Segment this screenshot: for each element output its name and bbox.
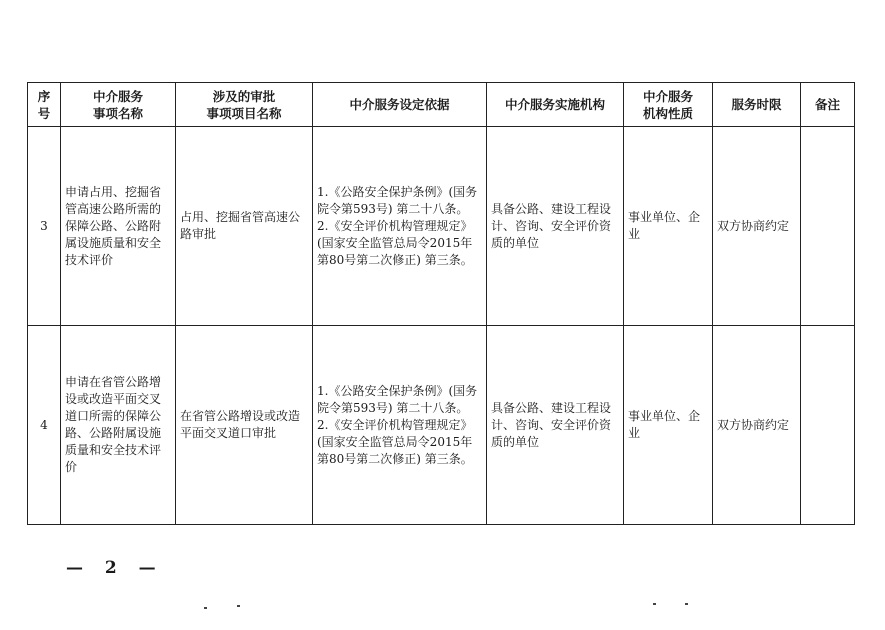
table-row <box>28 127 855 326</box>
cell-institution: 具备公路、建设工程设计、咨询、安全评价资质的单位 <box>487 326 624 525</box>
scan-speck <box>237 605 240 607</box>
cell-institution: 具备公路、建设工程设计、咨询、安全评价资质的单位 <box>487 127 624 326</box>
cell-approval-item: 在省管公路增设或改造平面交叉道口审批 <box>176 326 313 525</box>
cell-basis: 1.《公路安全保护条例》(国务院令第593号) 第二十八条。 2.《安全评价机构管理规定》(国家安全监管总局令2015年第80号第二次修正) 第三条。 <box>313 326 487 525</box>
cell-service-name: 申请占用、挖掘省管高速公路所需的保障公路、公路附属设施质量和安全技术评价 <box>61 127 176 326</box>
header-nature: 中介服务 机构性质 <box>624 83 713 127</box>
header-institution: 中介服务实施机构 <box>487 83 624 127</box>
page-number: — 2 — <box>66 558 164 578</box>
cell-remark <box>801 127 855 326</box>
cell-approval-item: 占用、挖掘省管高速公路审批 <box>176 127 313 326</box>
header-time-limit: 服务时限 <box>713 83 801 127</box>
scan-speck <box>204 607 207 609</box>
header-remark: 备注 <box>801 83 855 127</box>
cell-service-name: 申请在省管公路增设或改造平面交叉道口所需的保障公路、公路附属设施质量和安全技术评价 <box>61 326 176 525</box>
header-approval-item: 涉及的审批 事项项目名称 <box>176 83 313 127</box>
table-header-row <box>28 83 855 127</box>
cell-time-limit: 双方协商约定 <box>713 127 801 326</box>
scan-speck <box>653 603 656 605</box>
header-basis: 中介服务设定依据 <box>313 83 487 127</box>
header-no: 序号 <box>28 83 61 127</box>
cell-nature: 事业单位、企业 <box>624 127 713 326</box>
cell-no: 4 <box>28 326 61 525</box>
cell-remark <box>801 326 855 525</box>
cell-no: 3 <box>28 127 61 326</box>
service-table <box>27 82 855 525</box>
cell-time-limit: 双方协商约定 <box>713 326 801 525</box>
header-service-name: 中介服务 事项名称 <box>61 83 176 127</box>
cell-nature: 事业单位、企业 <box>624 326 713 525</box>
scan-speck <box>685 603 688 605</box>
table-row <box>28 326 855 525</box>
cell-basis: 1.《公路安全保护条例》(国务院令第593号) 第二十八条。 2.《安全评价机构管理规定》(国家安全监管总局令2015年第80号第二次修正) 第三条。 <box>313 127 487 326</box>
